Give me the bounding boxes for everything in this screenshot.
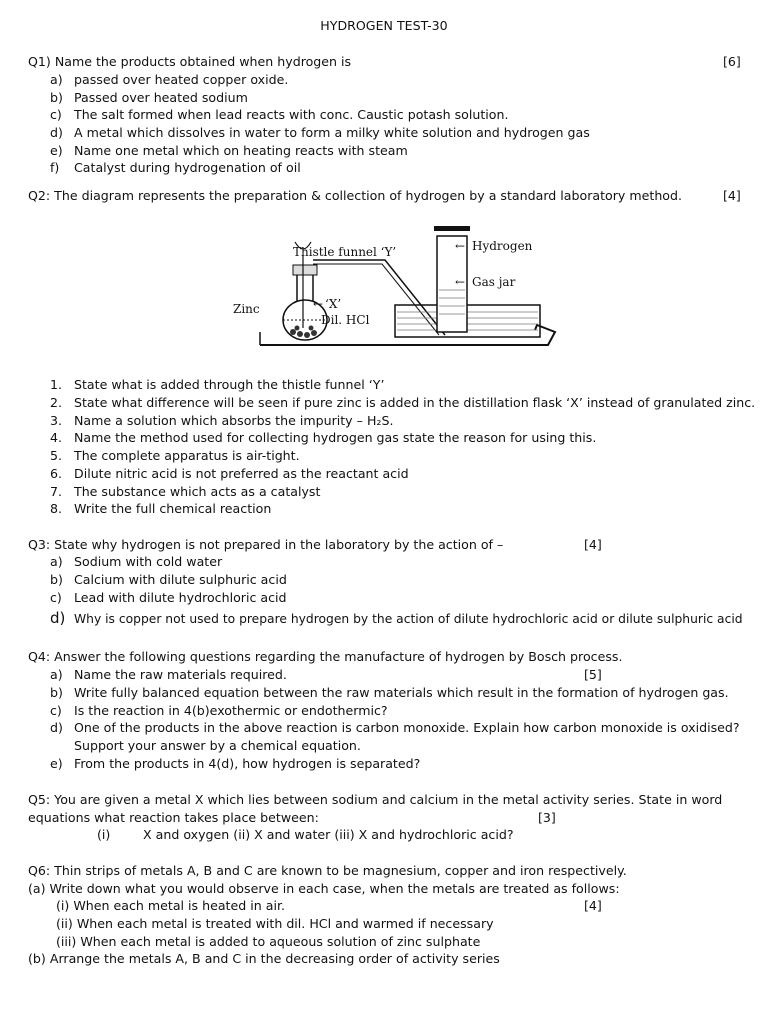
list-item: c) Is the reaction in 4(b)exothermic or endothermic? [50, 703, 388, 718]
list-item: a) Sodium with cold water [50, 554, 223, 569]
q5-marks: [3] [538, 810, 556, 825]
arrow-icon: ← [313, 297, 324, 311]
list-item: 7. The substance which acts as a catalyst [50, 484, 321, 499]
q6-line1: Q6: Thin strips of metals A, B and C are known to be magnesium, copper and iron respectively. [28, 863, 627, 878]
q2-stem: Q2: The diagram represents the preparation & collection of hydrogen by a standard laboratory method. [28, 188, 683, 203]
label-zinc: Zinc [233, 302, 260, 316]
list-item: c) The salt formed when lead reacts with conc. Caustic potash solution. [50, 107, 509, 122]
label-thistle: Thistle funnel ‘Y’ [293, 245, 397, 259]
gas-jar-lid [434, 226, 470, 231]
list-item: f) Catalyst during hydrogenation of oil [50, 160, 301, 175]
q5-line2: equations what reaction takes place between: [28, 810, 319, 825]
list-item: b) Write fully balanced equation between the raw materials which result in the formation of hydrogen gas. [50, 685, 729, 700]
label-flask-x: ‘X’ [325, 297, 342, 311]
q5-line1: Q5: You are given a metal X which lies between sodium and calcium in the metal activity series. State in word [28, 792, 723, 807]
q4-stem: Q4: Answer the following questions regarding the manufacture of hydrogen by Bosch process. [28, 649, 623, 664]
label-gas-jar: Gas jar [472, 275, 516, 289]
flask-stopper [293, 265, 317, 275]
list-item: d) One of the products in the above reaction is carbon monoxide. Explain how carbon monoxide is oxidised? [50, 720, 740, 735]
list-item: b) Calcium with dilute sulphuric acid [50, 572, 287, 587]
list-item: a) passed over heated copper oxide. [50, 72, 289, 87]
list-item: 4. Name the method used for collecting hydrogen gas state the reason for using this. [50, 430, 597, 445]
q3-stem: Q3: State why hydrogen is not prepared in the laboratory by the action of – [28, 537, 504, 552]
q6-line-b: (b) Arrange the metals A, B and C in the decreasing order of activity series [28, 951, 500, 966]
page-title: HYDROGEN TEST-30 [320, 18, 448, 33]
q5-subparts: (i) X and oxygen (ii) X and water (iii) X and hydrochloric acid? [97, 827, 514, 842]
q2-marks: [4] [723, 188, 741, 203]
arrow-icon: ← [455, 239, 466, 253]
list-item: 8. Write the full chemical reaction [50, 501, 272, 516]
list-item: e) Name one metal which on heating reacts with steam [50, 143, 408, 158]
q6-line2: (a) Write down what you would observe in each case, when the metals are treated as follows: [28, 881, 620, 896]
list-item: 1. State what is added through the thistle funnel ‘Y’ [50, 377, 385, 392]
q6-sub-iii: (iii) When each metal is added to aqueous solution of zinc sulphate [56, 934, 481, 949]
q3-marks: [4] [584, 537, 602, 552]
q6-sub-i: (i) When each metal is heated in air. [56, 898, 285, 913]
list-item: 3. Name a solution which absorbs the impurity – H₂S. [50, 413, 394, 428]
list-item: 5. The complete apparatus is air-tight. [50, 448, 300, 463]
list-item: 6. Dilute nitric acid is not preferred as the reactant acid [50, 466, 409, 481]
q6-marks: [4] [584, 898, 602, 913]
arrow-icon: ← [455, 275, 466, 289]
list-item: b) Passed over heated sodium [50, 90, 248, 105]
q6-sub-ii: (ii) When each metal is treated with dil. HCl and warmed if necessary [56, 916, 494, 931]
list-item: a) Name the raw materials required. [50, 667, 287, 682]
list-item: Support your answer by a chemical equation. [74, 738, 361, 753]
q1-marks: [6] [723, 54, 741, 69]
q1-stem: Q1) Name the products obtained when hydrogen is [28, 54, 352, 69]
q4-marks: [5] [584, 667, 602, 682]
list-item: 2. State what difference will be seen if pure zinc is added in the distillation flask ‘X’ instead of granulated zinc. [50, 395, 756, 410]
list-item: d) A metal which dissolves in water to form a milky white solution and hydrogen gas [50, 125, 590, 140]
list-item: c) Lead with dilute hydrochloric acid [50, 590, 287, 605]
list-item: d) Why is copper not used to prepare hydrogen by the action of dilute hydrochloric acid or dilute sulphuric acid [50, 609, 743, 627]
hydrogen-apparatus-diagram [225, 220, 560, 360]
label-dil-hcl: Dil. HCl [321, 313, 370, 327]
label-hydrogen: Hydrogen [472, 239, 533, 253]
list-item: e) From the products in 4(d), how hydrogen is separated? [50, 756, 421, 771]
